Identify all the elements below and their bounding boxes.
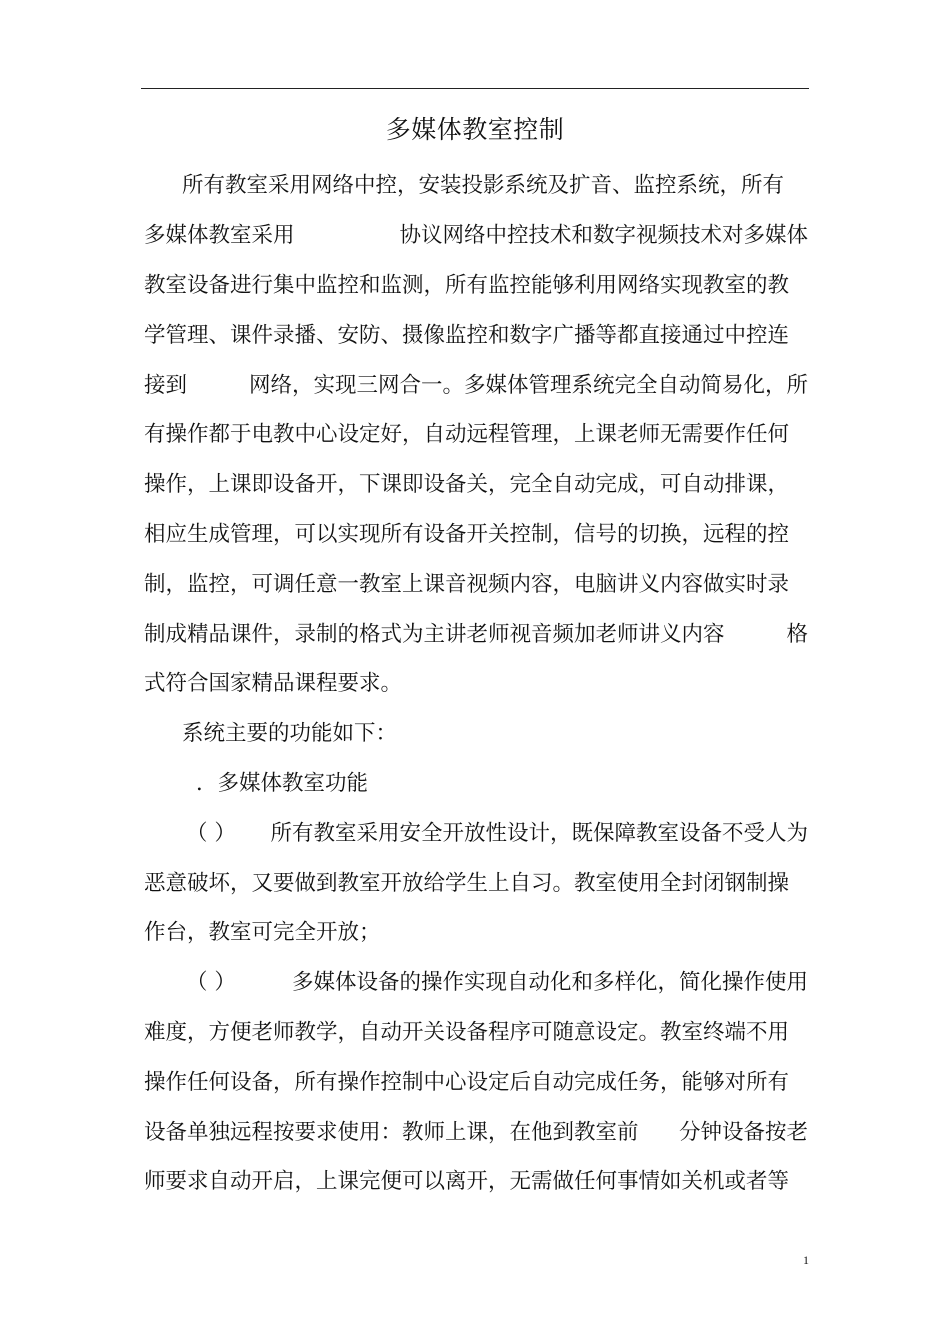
- text-segment: 教室设备进行集中监控和监测，所有监控能够利用网络实现教室的教: [144, 273, 790, 298]
- text-segment: 师要求自动开启，上课完便可以离开，无需做任何事情如关机或者等: [144, 1169, 790, 1194]
- body-line-2: [144, 216, 808, 256]
- text-segment: 制成精品课件，录制的格式为主讲老师视音频加老师讲义内容: [144, 622, 725, 647]
- text-segment: 制，监控，可调任意一教室上课音视频内容，电脑讲义内容做实时录: [144, 572, 790, 597]
- text-segment: 相应生成管理，可以实现所有设备开关控制，信号的切换，远程的控: [144, 522, 790, 547]
- text-segment: 难度，方便老师教学，自动开关设备程序可随意设定。教室终端不用: [144, 1020, 790, 1045]
- body-line-14: [186, 814, 808, 854]
- text-segment: 格: [786, 622, 808, 647]
- body-line-4: [144, 316, 808, 356]
- text-segment: 网络，实现三网合一。多媒体管理系统完全自动简易化，所: [248, 373, 808, 398]
- text-segment: 设备单独远程按要求使用：教师上课，在他到教室前: [144, 1120, 639, 1145]
- text-segment: 有操作都于电教中心设定好，自动远程管理，上课老师无需要作任何: [144, 422, 790, 447]
- header-rule: [141, 88, 809, 89]
- body-line-7: [144, 465, 808, 505]
- text-segment: 多媒体设备的操作实现自动化和多样化，简化操作使用: [291, 970, 808, 995]
- body-line-11: 式符合国家精品课程要求。: [144, 671, 403, 696]
- body-line-1: [182, 166, 808, 206]
- body-line-15: [144, 864, 808, 904]
- body-line-5: [144, 366, 808, 406]
- text-segment: 操作，上课即设备开，下课即设备关，完全自动完成，可自动排课，: [144, 472, 790, 497]
- body-line-9: [144, 565, 808, 605]
- page-number: 1: [803, 1253, 809, 1267]
- body-line-19: [144, 1063, 808, 1103]
- text-segment: 接到: [144, 373, 188, 398]
- text-segment: 所有教室采用网络中控，安装投影系统及扩音、监控系统，所有: [182, 173, 785, 198]
- document-title: 多媒体教室控制: [385, 115, 565, 144]
- text-segment: 协议网络中控技术和数字视频技术对多媒体: [399, 223, 808, 248]
- body-line-6: [144, 415, 808, 455]
- body-line-10: [144, 615, 808, 655]
- body-line-3: [144, 266, 808, 306]
- item-number: （ ）: [186, 970, 236, 995]
- body-line-18: [144, 1013, 808, 1053]
- text-segment: 所有教室采用安全开放性设计，既保障教室设备不受人为: [270, 821, 808, 846]
- body-line-8: [144, 515, 808, 555]
- text-segment: 学管理、课件录播、安防、摄像监控和数字广播等都直接通过中控连: [144, 323, 790, 348]
- item-number: （ ）: [186, 821, 236, 846]
- body-line-21: [144, 1162, 808, 1202]
- text-segment: 分钟设备按老: [678, 1120, 808, 1145]
- body-line-17: [186, 963, 808, 1003]
- body-line-20: [144, 1113, 808, 1153]
- text-segment: 多媒体教室采用: [144, 223, 295, 248]
- section-heading: ．多媒体教室功能: [196, 771, 369, 796]
- section-intro: 系统主要的功能如下：: [182, 721, 398, 746]
- text-segment: 恶意破坏，又要做到教室开放给学生上自习。教室使用全封闭钢制操: [144, 871, 790, 896]
- text-segment: 操作任何设备，所有操作控制中心设定后自动完成任务，能够对所有: [144, 1070, 790, 1095]
- body-line-16: 作台，教室可完全开放；: [144, 920, 381, 945]
